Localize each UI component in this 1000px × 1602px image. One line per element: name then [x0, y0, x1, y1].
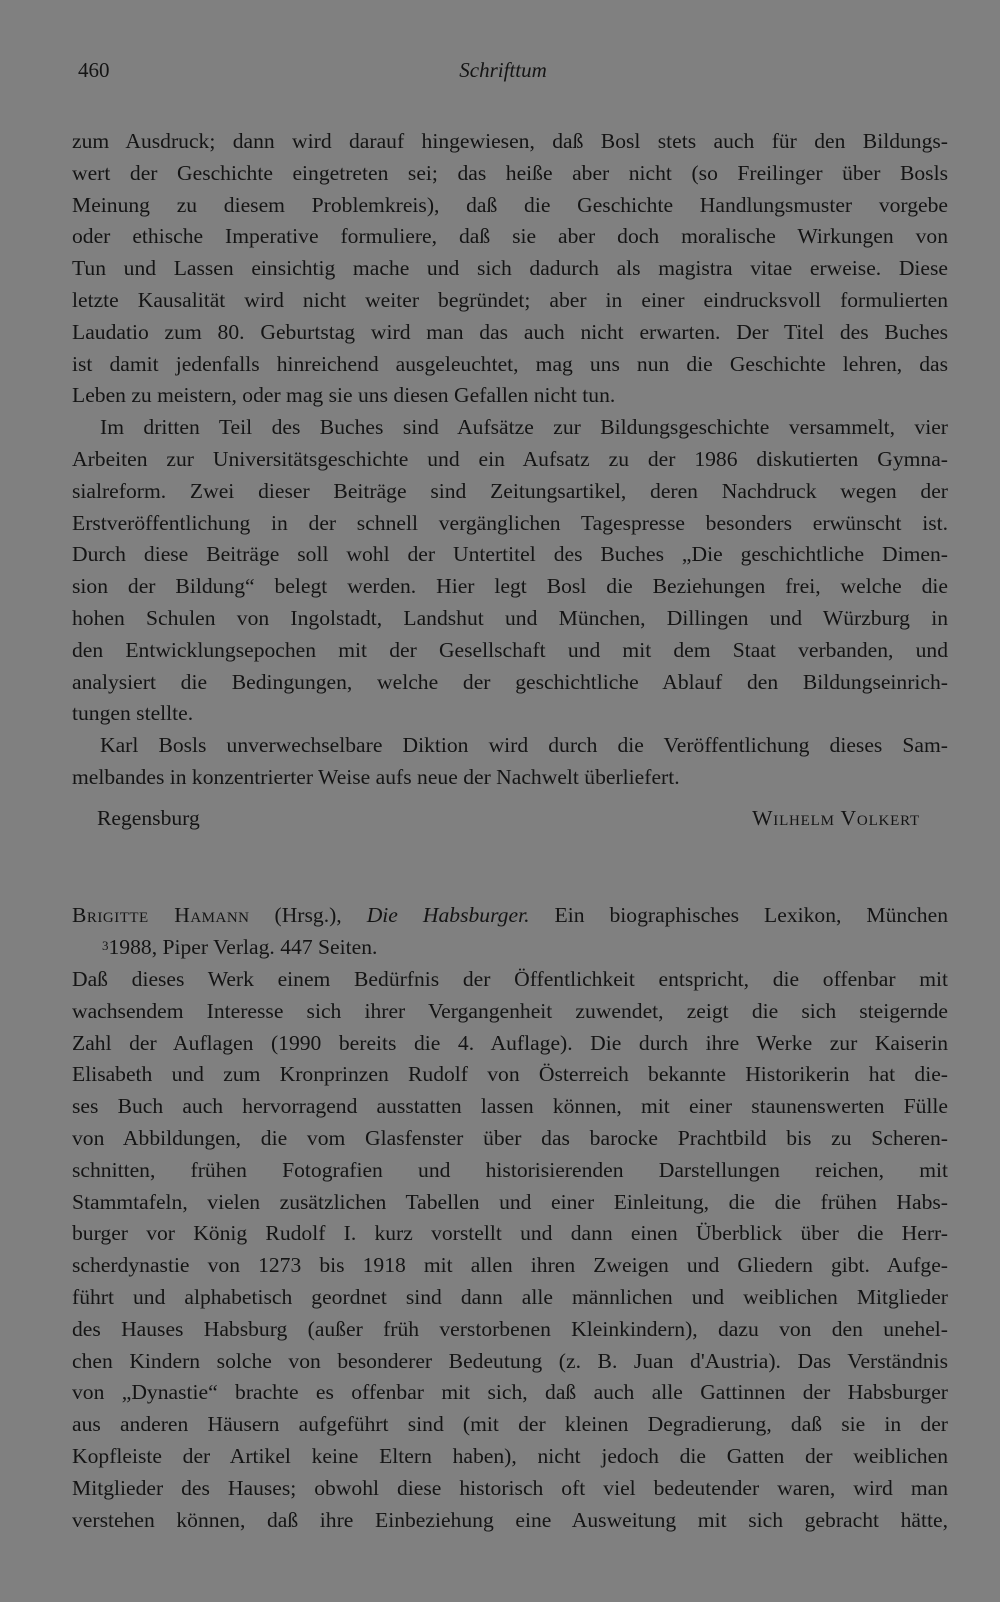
- text-line: des Hauses Habsburg (außer früh verstorbenen Kleinkindern), dazu von den unehel-: [72, 1316, 948, 1341]
- text-line: Daß dieses Werk einem Bedürfnis der Öffentlichkeit entspricht, die offenbar mit: [72, 967, 948, 991]
- text-line: von „Dynastie“ brachte es offenbar mit sich, daß auch alle Gattinnen der Habsburger: [72, 1380, 948, 1405]
- text-line: oder ethische Imperative formuliere, daß sie aber doch moralische Wirkungen von: [72, 224, 948, 249]
- text-line: sialreform. Zwei dieser Beiträge sind Zeitungsartikel, deren Nachdruck wegen der: [72, 478, 948, 503]
- text-line: zum Ausdruck; dann wird darauf hingewiesen, daß Bosl stets auch für den Bildungs-: [72, 129, 948, 153]
- citation-subtitle: Ein biographisches Lexikon, München: [529, 903, 948, 927]
- text-line: den Entwicklungsepochen mit der Gesellschaft und mit dem Staat verbanden, und: [72, 637, 948, 662]
- running-header: [78, 58, 928, 90]
- text-line: schnitten, frühen Fotografien und historisierenden Darstellungen reichen, mit: [72, 1157, 948, 1182]
- text-line: hohen Schulen von Ingolstadt, Landshut und München, Dillingen und Würzburg in: [72, 605, 948, 630]
- text-line: ist damit jedenfalls hinreichend ausgeleuchtet, mag uns nun die Geschichte lehren, das: [72, 351, 948, 376]
- review-2-body: [72, 964, 948, 1536]
- citation-publication: 1988, Piper Verlag. 447 Seiten.: [108, 934, 378, 959]
- text-line: wert der Geschichte eingetreten sei; das heiße aber nicht (so Freilinger über Bosls: [72, 160, 948, 185]
- citation-editor-note: (Hrsg.),: [249, 903, 367, 927]
- text-line: Im dritten Teil des Buches sind Aufsätze zur Bildungsgeschichte versammelt, vier: [100, 415, 948, 440]
- text-line: burger vor König Rudolf I. kurz vorstellt und dann einen Überblick über die Herr-: [72, 1221, 948, 1246]
- text-line: Laudatio zum 80. Geburtstag wird man das auch nicht erwarten. Der Titel des Buches: [72, 319, 948, 344]
- review-1-signature: [97, 806, 920, 838]
- text-line: von Abbildungen, die vom Glasfenster über das barocke Prachtbild bis zu Scheren-: [72, 1125, 948, 1150]
- signature-place: Regensburg: [97, 806, 200, 830]
- citation-book-title: Die Habsburger.: [366, 903, 530, 927]
- text-line: wachsendem Interesse sich ihrer Vergangenheit zuwendet, zeigt die sich steigernde: [72, 998, 948, 1023]
- text-line: Kopfleiste der Artikel keine Eltern haben), nicht jedoch die Gatten der weiblichen: [72, 1443, 948, 1468]
- text-line: sion der Bildung“ belegt werden. Hier legt Bosl die Beziehungen frei, welche die: [72, 574, 948, 599]
- text-line: analysiert die Bedingungen, welche der geschichtliche Ablauf den Bildungseinrich-: [72, 669, 948, 694]
- text-line: aus anderen Häusern aufgeführt sind (mit der kleinen Degradierung, daß sie in der: [72, 1412, 948, 1437]
- signature-author: Wilhelm Volkert: [752, 806, 920, 830]
- text-line: Durch diese Beiträge soll wohl der Untertitel des Buches „Die geschichtliche Dimen-: [72, 542, 948, 567]
- citation-edition: 3: [102, 937, 109, 953]
- text-line: Stammtafeln, vielen zusätzlichen Tabellen und einer Einleitung, die die frühen Habs-: [72, 1189, 948, 1214]
- text-line: melbandes in konzentrierter Weise aufs neue der Nachwelt überliefert.: [72, 764, 680, 789]
- text-line: chen Kindern solche von besonderer Bedeutung (z. B. Juan d'Austria). Das Verständnis: [72, 1348, 948, 1373]
- text-line: Tun und Lassen einsichtig mache und sich dadurch als magistra vitae erweise. Diese: [72, 256, 948, 281]
- citation-line: [72, 932, 948, 964]
- text-line: Karl Bosls unverwechselbare Diktion wird durch die Veröffentlichung dieses Sam-: [100, 733, 948, 758]
- text-line: letzte Kausalität wird nicht weiter begründet; aber in einer eindrucksvoll formulierten: [72, 287, 948, 312]
- review-1-body: [72, 126, 948, 794]
- text-line: führt und alphabetisch geordnet sind dann alle männlichen und weiblichen Mitglieder: [72, 1284, 948, 1309]
- text-line: verstehen können, daß ihre Einbeziehung eine Ausweitung mit sich gebracht hätte,: [72, 1507, 948, 1532]
- text-line: Elisabeth und zum Kronprinzen Rudolf von Österreich bekannte Historikerin hat die-: [72, 1062, 948, 1087]
- review-2-citation: [72, 900, 948, 964]
- text-line: scherdynastie von 1273 bis 1918 mit allen ihren Zweigen und Gliedern gibt. Aufge-: [72, 1253, 948, 1278]
- section-title: Schrifttum: [459, 58, 547, 82]
- text-line: Arbeiten zur Universitätsgeschichte und ein Aufsatz zu der 1986 diskutierten Gymna-: [72, 446, 948, 471]
- text-line: tungen stellte.: [72, 701, 194, 726]
- text-line: Erstveröffentlichung in der schnell vergänglichen Tagespresse besonders erwünscht ist.: [72, 510, 948, 535]
- citation-line: [72, 900, 948, 932]
- text-line: Zahl der Auflagen (1990 bereits die 4. Auflage). Die durch ihre Werke zur Kaiserin: [72, 1030, 948, 1055]
- text-line: Mitglieder des Hauses; obwohl diese historisch oft viel bedeutender waren, wird man: [72, 1475, 948, 1500]
- page-number: 460: [78, 58, 110, 82]
- text-line: ses Buch auch hervorragend ausstatten lassen können, mit einer staunenswerten Fülle: [72, 1094, 948, 1119]
- citation-author: Brigitte Hamann: [72, 903, 250, 927]
- text-line: Leben zu meistern, oder mag sie uns diesen Gefallen nicht tun.: [72, 383, 616, 408]
- text-line: Meinung zu diesem Problemkreis), daß die Geschichte Handlungsmuster vorgebe: [72, 192, 948, 217]
